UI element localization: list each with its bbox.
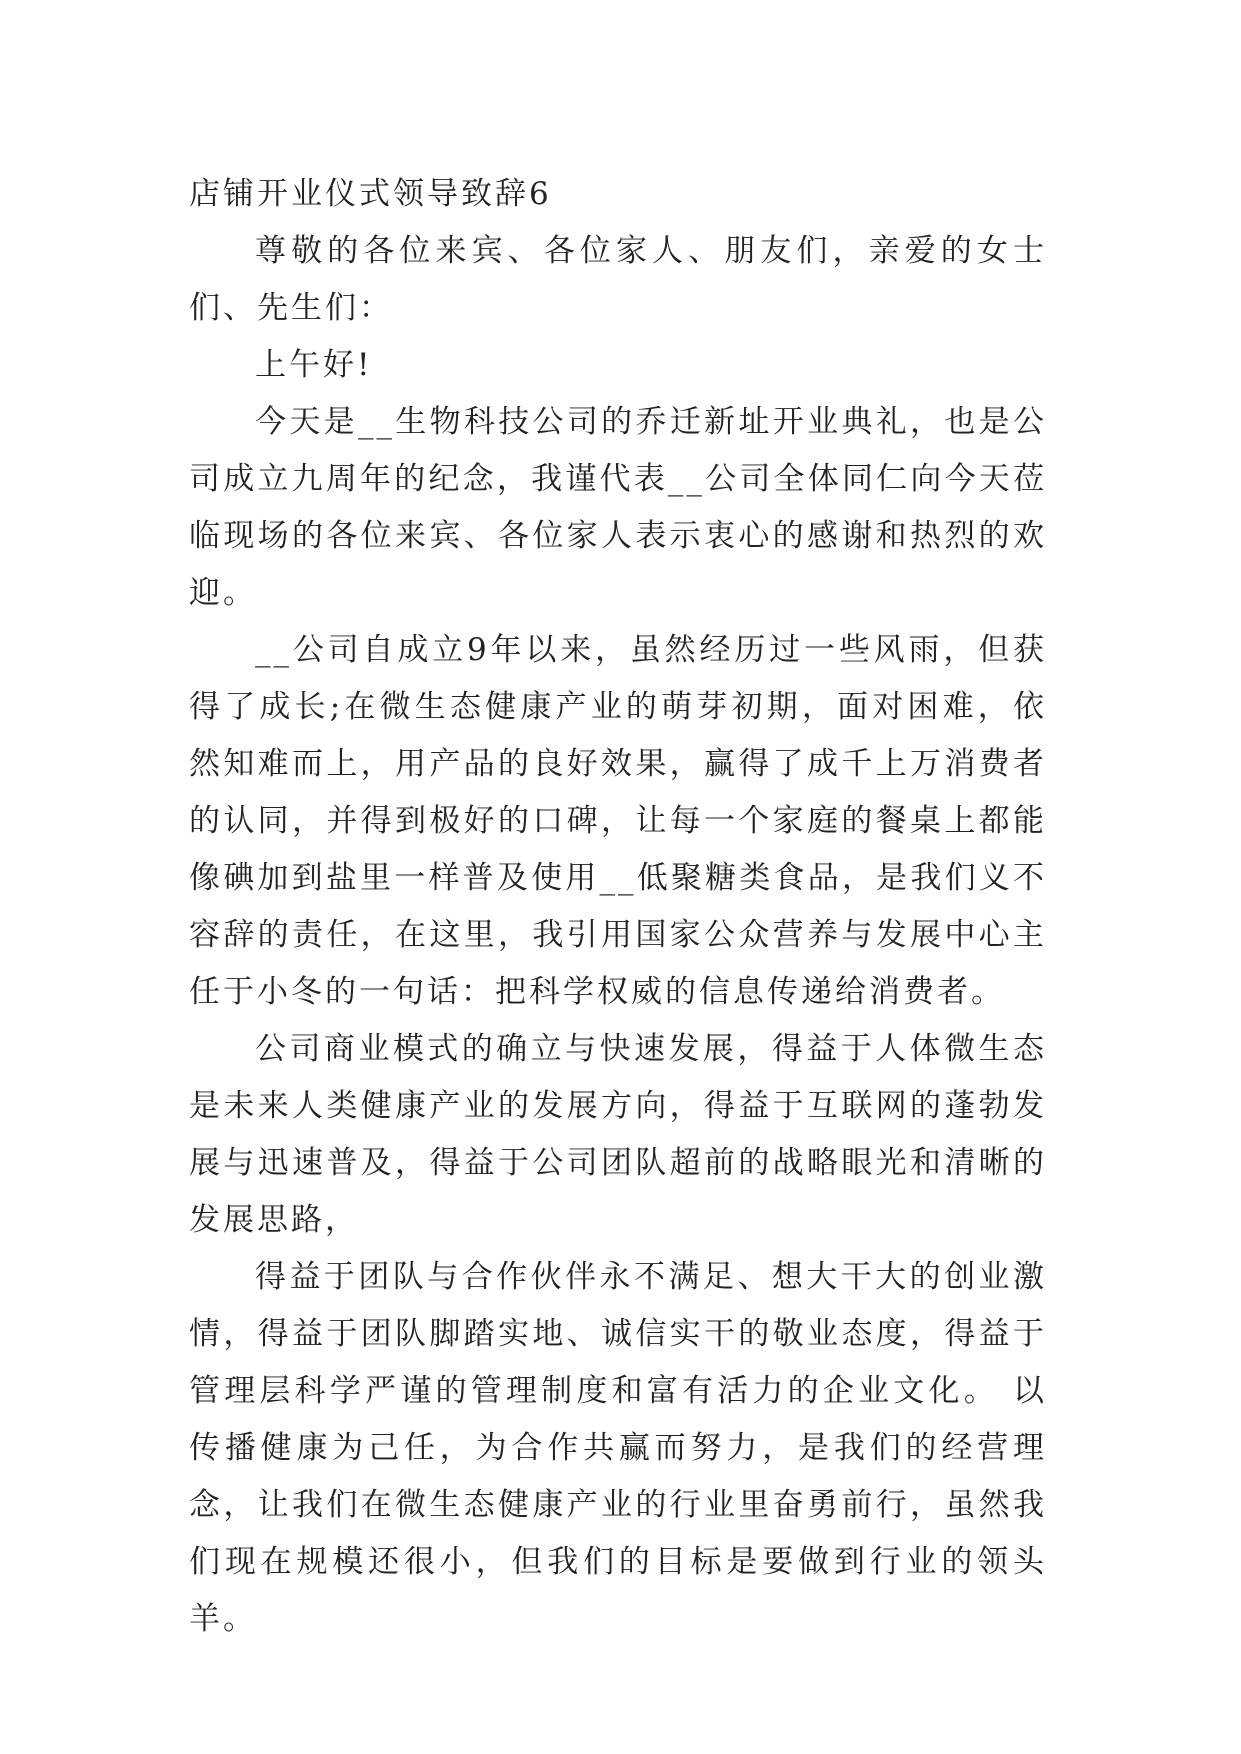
salutation-paragraph: 尊敬的各位来宾、各位家人、朋友们，亲爱的女士们、先生们： xyxy=(189,233,1047,326)
body-paragraph: 今天是__生物科技公司的乔迁新址开业典礼，也是公司成立九周年的纪念，我谨代表__公司全体同仁向今天莅临现场的各位来宾、各位家人表示衷心的感谢和热烈的欢迎。 xyxy=(189,404,1047,611)
document-title: 店铺开业仪式领导致辞6 xyxy=(189,176,552,212)
body-paragraph: 公司商业模式的确立与快速发展，得益于人体微生态是未来人类健康产业的发展方向，得益于互联网的蓬勃发展与迅速普及，得益于公司团队超前的战略眼光和清晰的发展思路， xyxy=(189,1031,1047,1238)
body-paragraph: __公司自成立9年以来，虽然经历过一些风雨，但获得了成长;在微生态健康产业的萌芽初期，面对困难，依然知难而上，用产品的良好效果，赢得了成千上万消费者的认同，并得到极好的口碑，让每一个家庭的餐桌上都能像碘加到盐里一样普及使用__低聚糖类食品，是我们义不容辞的责任，在这里，我引用国家公众营养与发展中心主任于小冬的一句话：把科学权威的信息传递给消费者。 xyxy=(189,632,1047,1010)
document-body xyxy=(189,166,1047,1648)
greeting-paragraph: 上午好! xyxy=(255,347,373,383)
body-paragraph: 得益于团队与合作伙伴永不满足、想大干大的创业激情，得益于团队脚踏实地、诚信实干的敬业态度，得益于管理层科学严谨的管理制度和富有活力的企业文化。 以传播健康为己任，为合作共赢而努力，是我们的经营理念，让我们在微生态健康产业的行业里奋勇前行，虽然我们现在规模还很小，但我们的目标是要做到行业的领头羊。 xyxy=(189,1259,1047,1637)
